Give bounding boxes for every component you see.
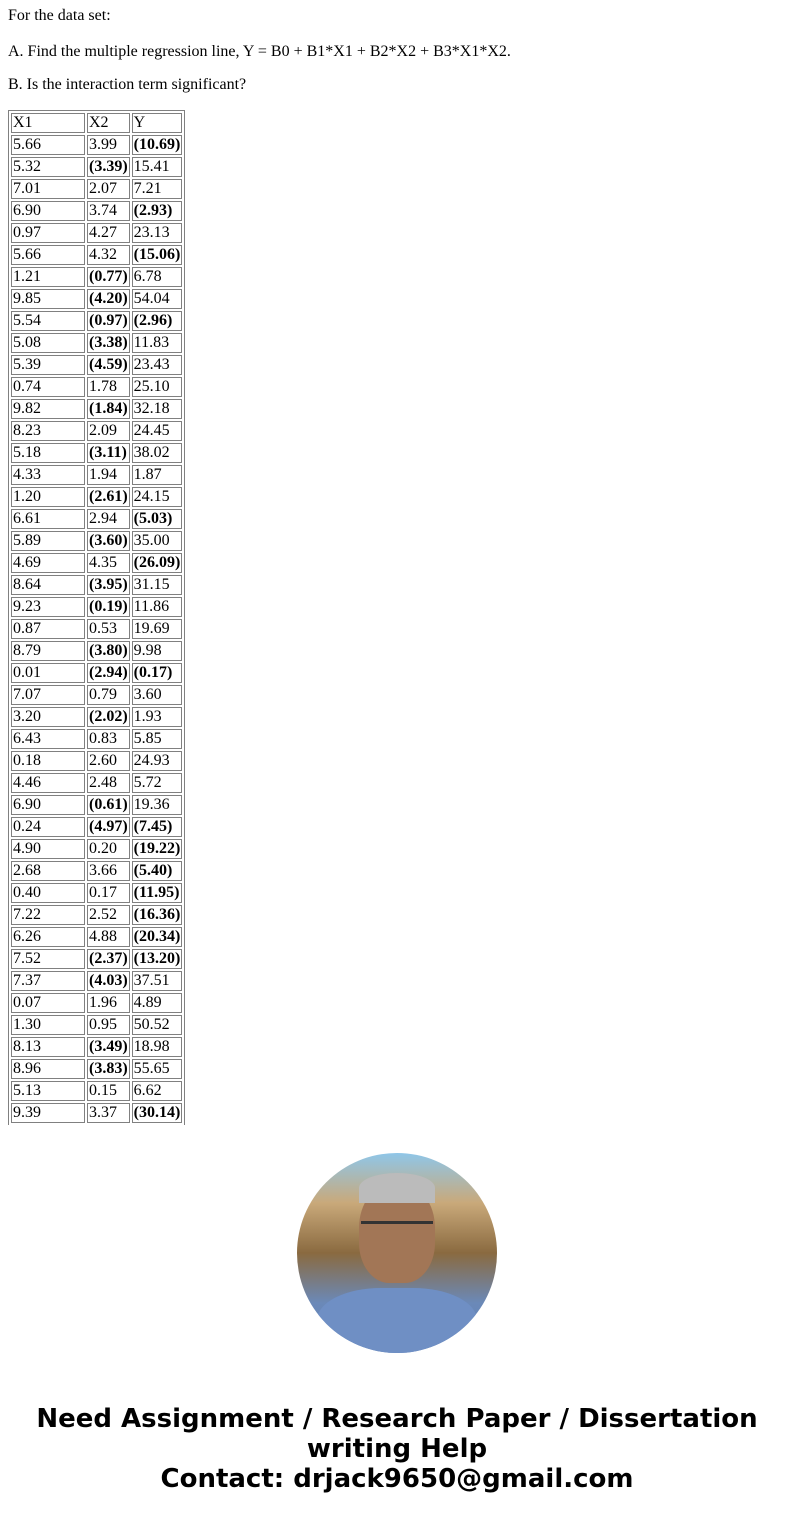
cell-x1: 6.90 xyxy=(11,201,85,221)
cell-y: 7.21 xyxy=(132,179,183,199)
table-row xyxy=(11,817,182,837)
photo-glasses xyxy=(361,1221,433,1242)
cell-x2: (0.61) xyxy=(89,796,128,813)
table-row xyxy=(11,157,182,177)
cell-x1: 8.23 xyxy=(11,421,85,441)
photo-hair xyxy=(359,1173,435,1203)
cell-y: 50.52 xyxy=(132,1015,183,1035)
cell-y: 15.41 xyxy=(132,157,183,177)
table-row xyxy=(11,839,182,859)
table-row xyxy=(11,245,182,265)
author-photo xyxy=(297,1153,497,1353)
table-header-row xyxy=(11,113,182,133)
footer-line-2: writing Help xyxy=(306,1434,488,1464)
cell-y: (19.22) xyxy=(133,840,181,857)
cell-y: 4.89 xyxy=(132,993,183,1013)
cell-x2: 0.17 xyxy=(87,883,130,903)
cell-x1: 7.01 xyxy=(11,179,85,199)
table-row xyxy=(11,597,182,617)
cell-y: 23.13 xyxy=(132,223,183,243)
table-row xyxy=(11,179,182,199)
cell-x1: 7.22 xyxy=(11,905,85,925)
cell-x1: 7.07 xyxy=(11,685,85,705)
header-y: Y xyxy=(132,113,183,133)
cell-y: 18.98 xyxy=(132,1037,183,1057)
table-row xyxy=(11,443,182,463)
cell-x1: 6.61 xyxy=(11,509,85,529)
cell-x2: 3.74 xyxy=(87,201,130,221)
cell-x2: 0.79 xyxy=(87,685,130,705)
cell-y: (5.03) xyxy=(132,509,183,529)
cell-y: 1.93 xyxy=(132,707,183,727)
cell-x2: (4.97) xyxy=(89,818,128,835)
cell-y: 24.93 xyxy=(132,751,183,771)
cell-x1: 8.96 xyxy=(11,1059,85,1079)
cell-y: (0.17) xyxy=(132,663,183,683)
intro-text: For the data set: xyxy=(8,7,111,24)
table-row xyxy=(11,421,182,441)
cell-x1: 5.66 xyxy=(11,135,85,155)
cell-x2: (2.94) xyxy=(89,664,128,681)
cell-y: 5.85 xyxy=(132,729,183,749)
cell-x2: 1.78 xyxy=(87,377,130,397)
cell-x2: (0.97) xyxy=(89,312,128,329)
cell-x2: (2.02) xyxy=(89,708,128,725)
cell-x1: 2.68 xyxy=(11,861,85,881)
table-row xyxy=(11,971,182,991)
cell-x2: (0.19) xyxy=(89,598,128,615)
cell-x2: (3.49) xyxy=(89,1038,128,1055)
cell-x2: 2.07 xyxy=(87,179,130,199)
table-row xyxy=(11,135,182,155)
table-row xyxy=(11,861,182,881)
cell-y: 23.43 xyxy=(132,355,183,375)
cell-x2: (3.95) xyxy=(89,576,128,593)
table-row xyxy=(11,641,182,661)
table-row xyxy=(11,619,182,639)
table-row xyxy=(11,311,182,331)
table-row xyxy=(11,993,182,1013)
cell-x2: 3.37 xyxy=(87,1103,130,1123)
cell-x1: 4.69 xyxy=(11,553,85,573)
cell-x1: 6.26 xyxy=(11,927,85,947)
table-row xyxy=(11,905,182,925)
header-x1: X1 xyxy=(11,113,85,133)
cell-y: 11.83 xyxy=(132,333,183,353)
cell-y: 3.60 xyxy=(132,685,183,705)
table-row xyxy=(11,773,182,793)
question-part-a: A. Find the multiple regression line, Y = B0 + B1*X1 + B2*X2 + B3*X1*X2. xyxy=(8,43,511,60)
cell-x1: 8.13 xyxy=(11,1037,85,1057)
cell-x1: 0.07 xyxy=(11,993,85,1013)
cell-y: 25.10 xyxy=(132,377,183,397)
cell-y: 19.69 xyxy=(132,619,183,639)
table-row xyxy=(11,663,182,683)
cell-y: 35.00 xyxy=(132,531,183,551)
cell-y: 11.86 xyxy=(132,597,183,617)
cell-x1: 0.40 xyxy=(11,883,85,903)
table-row xyxy=(11,1015,182,1035)
cell-x2: 3.99 xyxy=(87,135,130,155)
cell-x2: 1.96 xyxy=(87,993,130,1013)
table-row xyxy=(11,685,182,705)
cell-x2: (4.03) xyxy=(89,972,128,989)
cell-y: (2.93) xyxy=(132,201,183,221)
cell-y: 6.78 xyxy=(132,267,183,287)
cell-x1: 9.23 xyxy=(11,597,85,617)
cell-y: 55.65 xyxy=(132,1059,183,1079)
cell-y: (7.45) xyxy=(132,817,183,837)
cell-x2: (4.20) xyxy=(89,290,128,307)
table-row xyxy=(11,333,182,353)
footer-ad xyxy=(0,1404,794,1494)
cell-x2: 0.95 xyxy=(87,1015,130,1035)
cell-x1: 4.46 xyxy=(11,773,85,793)
table-row xyxy=(11,1059,182,1079)
cell-x1: 0.74 xyxy=(11,377,85,397)
cell-x2: 2.94 xyxy=(87,509,130,529)
table-row xyxy=(11,729,182,749)
data-table xyxy=(8,110,185,1125)
cell-x1: 5.66 xyxy=(11,245,85,265)
cell-x2: 4.27 xyxy=(87,223,130,243)
table-row xyxy=(11,949,182,969)
cell-x2: 0.20 xyxy=(87,839,130,859)
cell-x1: 6.43 xyxy=(11,729,85,749)
cell-y: (30.14) xyxy=(133,1104,181,1121)
cell-x2: (3.80) xyxy=(89,642,128,659)
cell-x1: 9.39 xyxy=(11,1103,85,1123)
table-row xyxy=(11,1103,182,1123)
cell-y: (2.96) xyxy=(132,311,183,331)
footer-line-3: Contact: drjack9650@gmail.com xyxy=(160,1464,634,1494)
cell-x1: 4.33 xyxy=(11,465,85,485)
cell-x2: (2.37) xyxy=(89,950,128,967)
cell-x2: 0.53 xyxy=(87,619,130,639)
cell-x1: 4.90 xyxy=(11,839,85,859)
table-row xyxy=(11,355,182,375)
cell-y: (16.36) xyxy=(133,906,181,923)
cell-x2: (3.83) xyxy=(89,1060,128,1077)
cell-x1: 3.20 xyxy=(11,707,85,727)
cell-x2: 2.52 xyxy=(87,905,130,925)
cell-y: 24.15 xyxy=(132,487,183,507)
table-row xyxy=(11,553,182,573)
table-row xyxy=(11,487,182,507)
cell-y: (10.69) xyxy=(133,136,181,153)
cell-x2: 1.94 xyxy=(87,465,130,485)
cell-x2: 2.60 xyxy=(87,751,130,771)
cell-x1: 7.37 xyxy=(11,971,85,991)
table-row xyxy=(11,795,182,815)
cell-x1: 0.24 xyxy=(11,817,85,837)
cell-x2: (4.59) xyxy=(89,356,128,373)
cell-x1: 9.82 xyxy=(11,399,85,419)
cell-x1: 0.87 xyxy=(11,619,85,639)
table-row xyxy=(11,1081,182,1101)
cell-y: (20.34) xyxy=(133,928,181,945)
cell-x1: 5.89 xyxy=(11,531,85,551)
cell-x2: (3.39) xyxy=(89,158,128,175)
cell-x1: 8.64 xyxy=(11,575,85,595)
cell-x2: (3.38) xyxy=(89,334,128,351)
cell-y: 19.36 xyxy=(132,795,183,815)
cell-y: 9.98 xyxy=(132,641,183,661)
table-row xyxy=(11,883,182,903)
cell-x1: 5.54 xyxy=(11,311,85,331)
cell-x1: 5.39 xyxy=(11,355,85,375)
table-row xyxy=(11,399,182,419)
cell-x2: (3.11) xyxy=(87,443,130,463)
cell-x2: 3.66 xyxy=(87,861,130,881)
table-row xyxy=(11,201,182,221)
cell-x1: 5.32 xyxy=(11,157,85,177)
cell-y: 38.02 xyxy=(132,443,183,463)
cell-x1: 7.52 xyxy=(11,949,85,969)
cell-y: (15.06) xyxy=(133,246,181,263)
cell-y: 6.62 xyxy=(132,1081,183,1101)
table-row xyxy=(11,223,182,243)
cell-x2: (1.84) xyxy=(89,400,128,417)
question-part-b: B. Is the interaction term significant? xyxy=(8,76,247,93)
cell-x1: 9.85 xyxy=(11,289,85,309)
cell-x1: 5.08 xyxy=(11,333,85,353)
table-body xyxy=(11,135,182,1123)
cell-x2: 4.88 xyxy=(87,927,130,947)
cell-y: (11.95) xyxy=(132,883,183,903)
cell-x1: 1.21 xyxy=(11,267,85,287)
cell-x2: 2.09 xyxy=(87,421,130,441)
cell-x1: 0.01 xyxy=(11,663,85,683)
cell-y: (5.40) xyxy=(132,861,183,881)
cell-y: (26.09) xyxy=(133,554,181,571)
cell-y: 32.18 xyxy=(132,399,183,419)
cell-x2: (0.77) xyxy=(89,268,128,285)
cell-x1: 6.90 xyxy=(11,795,85,815)
cell-x2: 2.48 xyxy=(87,773,130,793)
table-row xyxy=(11,575,182,595)
cell-x1: 1.30 xyxy=(11,1015,85,1035)
cell-y: 37.51 xyxy=(132,971,183,991)
table-row xyxy=(11,465,182,485)
cell-y: 5.72 xyxy=(132,773,183,793)
cell-x1: 1.20 xyxy=(11,487,85,507)
table-row xyxy=(11,531,182,551)
cell-x2: 0.15 xyxy=(87,1081,130,1101)
cell-y: 1.87 xyxy=(132,465,183,485)
photo-shirt xyxy=(317,1288,477,1353)
table-row xyxy=(11,927,182,947)
table-row xyxy=(11,707,182,727)
cell-x1: 0.18 xyxy=(11,751,85,771)
footer-line-1: Need Assignment / Research Paper / Dissertation xyxy=(36,1404,758,1434)
cell-y: 54.04 xyxy=(132,289,183,309)
table-row xyxy=(11,377,182,397)
cell-x1: 5.18 xyxy=(11,443,85,463)
cell-y: 31.15 xyxy=(132,575,183,595)
cell-x2: 4.35 xyxy=(87,553,130,573)
cell-y: 24.45 xyxy=(132,421,183,441)
header-x2: X2 xyxy=(87,113,130,133)
cell-x2: 4.32 xyxy=(87,245,130,265)
table-row xyxy=(11,267,182,287)
table-row xyxy=(11,509,182,529)
cell-x2: (2.61) xyxy=(89,488,128,505)
cell-x2: 0.83 xyxy=(87,729,130,749)
cell-x1: 0.97 xyxy=(11,223,85,243)
table-row xyxy=(11,1037,182,1057)
cell-x1: 5.13 xyxy=(11,1081,85,1101)
table-row xyxy=(11,289,182,309)
table-row xyxy=(11,751,182,771)
cell-y: (13.20) xyxy=(133,950,181,967)
cell-x2: (3.60) xyxy=(89,532,128,549)
cell-x1: 8.79 xyxy=(11,641,85,661)
